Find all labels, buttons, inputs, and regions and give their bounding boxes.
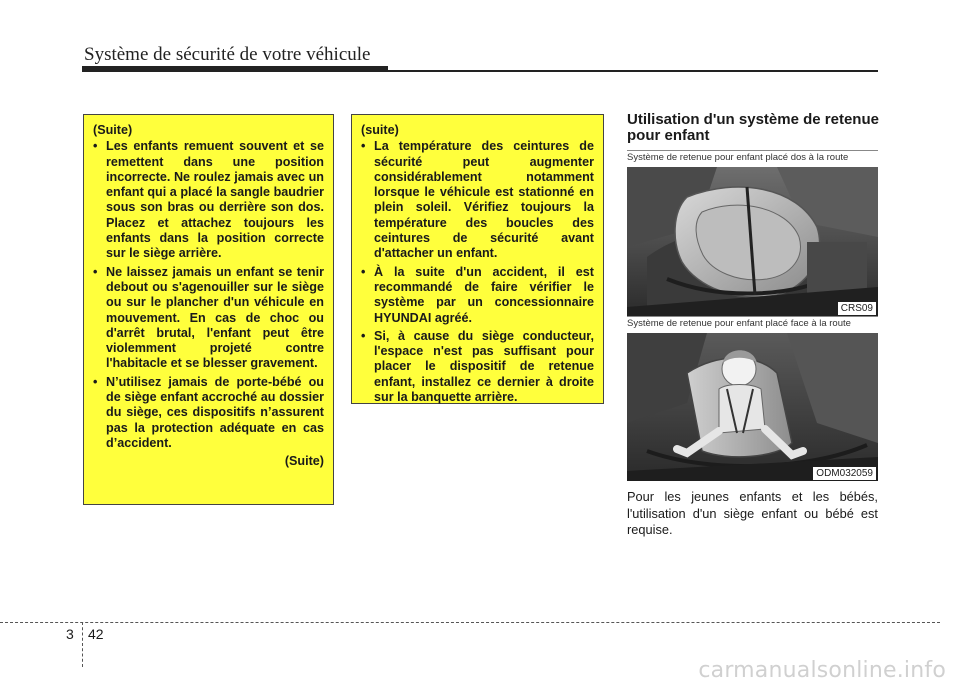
warning-left-head: (Suite) [93,123,133,137]
warning-box-left [83,114,334,505]
footer-rule [0,622,940,623]
rear-facing-seat-illustration [627,167,878,316]
figure2-code: ODM032059 [813,467,876,480]
page-header-title: Système de sécurité de votre véhicule [84,44,371,65]
warning-left-item: • N’utilisez jamais de porte-bébé ou de siège enfant accroché au dossier du siège, ces dispositifs n’assurent pas la protection adéquate en cas d’accident. [93,375,324,451]
page-number: 42 [88,626,104,642]
figure2-forward-facing-seat [627,333,878,481]
footer-vertical-rule [82,622,83,667]
figure1-top-rule [627,150,878,151]
section-heading: Utilisation d'un système de retenue pour enfant [627,111,879,144]
forward-facing-seat-illustration [627,333,878,481]
figure1-caption: Système de retenue pour enfant placé dos à la route [627,152,849,163]
warning-box-right [351,114,604,404]
watermark-text: carmanualsonline.info [698,658,946,683]
warning-right-head: (suite) [361,123,399,137]
warning-right-list [361,139,594,405]
warning-left-list [93,139,324,451]
figure1-code: CRS09 [838,302,876,315]
warning-left-item: • Ne laissez jamais un enfant se tenir debout ou s'agenouiller sur le siège ou sur le plancher d'un véhicule en mouvement. En cas de choc ou d'arrêt brutal, l'enfant peut être violemment projeté contre l'habitacle et se blesser gravement. [93,265,324,372]
figure2-caption: Système de retenue pour enfant placé face à la route [627,318,851,329]
header-rule-thin [82,70,878,72]
warning-right-item: • À la suite d'un accident, il est recommandé de faire vérifier le système par un concessionnaire HYUNDAI agréé. [361,265,594,326]
section-body-text: Pour les jeunes enfants et les bébés, l'utilisation d'un siège enfant ou bébé est requise. [627,489,878,537]
warning-left-foot: (Suite) [284,454,324,469]
figure2-top-rule [627,316,878,317]
warning-left-item: • Les enfants remuent souvent et se remettent dans une position incorrecte. Ne roulez jamais avec un enfant qui a placé la sangle baudrier sous son bras ou derrière son dos. Placez et attachez toujours les enfants dans la position correcte sur le siège arrière. [93,139,324,261]
chapter-number: 3 [66,626,74,642]
warning-right-item: • La température des ceintures de sécurité peut augmenter considérablement notamment lorsque le véhicule est stationné en plein soleil. Vérifiez toujours la température des boucles des ceintures de sécurité avant d'attacher un enfant. [361,139,594,261]
figure1-rear-facing-seat [627,167,878,316]
warning-right-item: • Si, à cause du siège conducteur, l'espace n'est pas suffisant pour placer le dispositif de retenue enfant, installez ce dernier à droite sur la banquette arrière. [361,329,594,405]
